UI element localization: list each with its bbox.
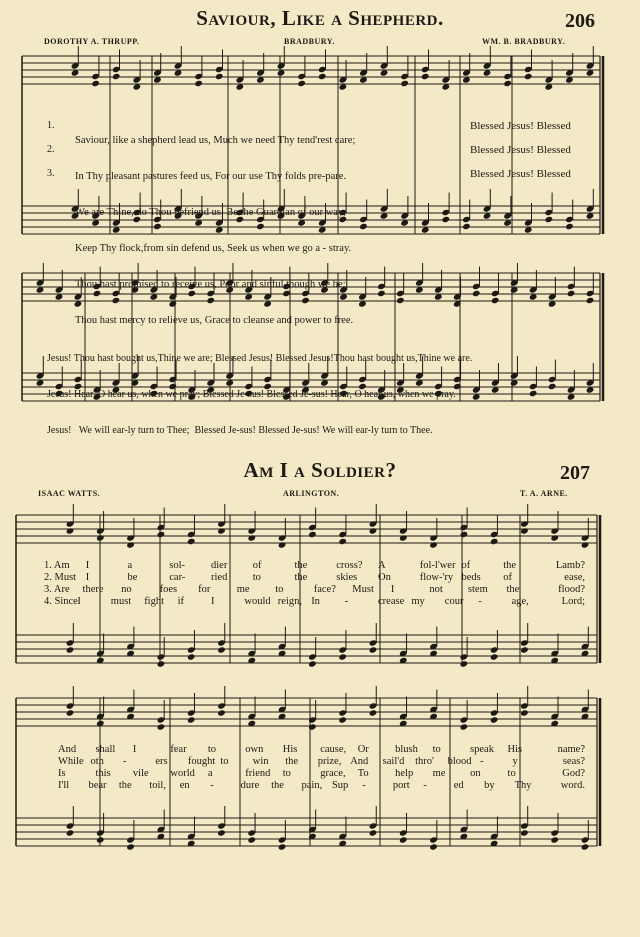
lyric-syllable: 4. Since [44, 596, 78, 607]
lyric-syllable: On [378, 572, 391, 583]
note-head [548, 383, 557, 390]
note-head [520, 829, 529, 836]
note-head [91, 80, 100, 87]
lyric-syllable: y [512, 756, 518, 767]
note-head [247, 534, 256, 541]
lyric-syllable: dier [211, 560, 228, 571]
lyric-syllable: to [432, 744, 441, 755]
note-head [490, 538, 499, 545]
lyric-syllable: While [58, 756, 84, 767]
lyric-syllable: fight [144, 596, 165, 607]
lyric-syllable: the [506, 584, 520, 595]
note-head [550, 534, 559, 541]
note-head [503, 80, 512, 87]
lyric-syllable: the [294, 560, 308, 571]
lyric-syllable: vile [132, 768, 149, 779]
verse-line: Thou hast promised to receive us, Poor and sinful though we be; [75, 279, 346, 290]
note-head [338, 653, 347, 660]
lyric-syllable: grace, [320, 768, 346, 779]
note-head [369, 527, 378, 534]
lyric-syllable: the [503, 560, 517, 571]
lyric-syllable: foes [159, 584, 178, 595]
note-head [297, 80, 306, 87]
lyric-syllable: speak [470, 744, 494, 755]
lyric-syllable: name? [557, 744, 585, 755]
lyric-syllable: I [85, 572, 90, 583]
lyric-syllable: there [82, 584, 104, 595]
verse-line: Keep Thy flock,from sin defend us, Seek us when we go a - stray. [75, 243, 352, 254]
lyric-syllable: skies [336, 572, 358, 583]
note-head [187, 653, 196, 660]
lyric-syllable: Lord; [561, 596, 585, 607]
lyric-syllable: prize, [317, 756, 342, 767]
lyric-syllable: His [282, 744, 298, 755]
lyric-syllable: the [118, 780, 132, 791]
lyric-syllable: toil, [149, 780, 166, 791]
hymn-207-tune: ARLINGTON. [283, 489, 340, 498]
note-head [565, 223, 574, 230]
lyric-syllable: to [275, 584, 284, 595]
hymn-207-lyricist: ISAAC WATTS. [38, 489, 101, 498]
lyric-syllable: port [392, 780, 410, 791]
note-head [338, 538, 347, 545]
verse-number: 2. [47, 144, 55, 155]
note-head [520, 646, 529, 653]
lyric-syllable: must [110, 596, 132, 607]
note-head [460, 531, 469, 538]
hymn-206-number: 206 [565, 10, 595, 32]
note-head [462, 223, 471, 230]
note-head [66, 646, 75, 653]
note-head [490, 716, 499, 723]
lyric-syllable: fol-l'wer [419, 560, 456, 571]
note-head [247, 836, 256, 843]
verse-line: Saviour, like a shepherd lead us, Much we need Thy tend'rest care; [75, 135, 356, 146]
note-head [567, 290, 576, 297]
lyric-syllable: ease, [564, 572, 585, 583]
lyric-syllable: God? [562, 768, 585, 779]
lyric-syllable: - [122, 756, 127, 767]
note-head [308, 531, 317, 538]
note-head [421, 73, 430, 80]
note-head [359, 223, 368, 230]
lyric-syllable: the [294, 572, 308, 583]
lyric-syllable: crease [378, 596, 405, 607]
lyric-syllable: Lamb? [555, 560, 585, 571]
lyric-syllable: sail'd [382, 756, 405, 767]
note-head [377, 290, 386, 297]
note-head [581, 843, 590, 850]
verse-line: In Thy pleasant pastures feed us, For our use Thy folds pre-pare. [75, 171, 347, 182]
refrain-line: Jesus! Hear, O hear us, when we pray; Blessed Je-sus! Blessed Je-sus! Hear, O hear us, when we pray. [47, 389, 456, 400]
lyric-syllable: - [478, 596, 482, 607]
lyric-syllable: ers [155, 756, 168, 767]
hymn-207-title: Am I a Soldier? [243, 458, 397, 482]
lyric-syllable: I'll [58, 780, 70, 791]
lyric-syllable: this [95, 768, 111, 779]
note-head [157, 660, 166, 667]
refrain-line: Jesus! We will ear-ly turn to Thee; Blessed Je-sus! Blessed Je-sus! We will ear-ly turn to Thee. [47, 425, 433, 436]
hymn-207-composer: T. A. ARNE. [520, 489, 568, 498]
note-head [586, 297, 595, 304]
lyric-syllable: sol- [169, 560, 185, 571]
lyric-syllable: - [423, 780, 427, 791]
lyric-syllable: flow-'ry [419, 572, 454, 583]
lyric-syllable: age, [511, 596, 529, 607]
note-head [442, 216, 451, 223]
hymn-206-verses [75, 111, 355, 351]
lyric-syllable: To [357, 768, 369, 779]
lyric-syllable: face? [313, 584, 336, 595]
note-head [215, 73, 224, 80]
lyric-syllable: word. [560, 780, 585, 791]
note-head [490, 653, 499, 660]
lyric-syllable: the [271, 780, 284, 791]
note-head [460, 723, 469, 730]
refrain-start: Blessed Jesus! Blessed [470, 168, 571, 180]
lyric-syllable: flood? [558, 584, 585, 595]
note-head [187, 716, 196, 723]
lyric-syllable: - [344, 596, 349, 607]
note-head [545, 216, 554, 223]
lyric-syllable: a [127, 560, 133, 571]
note-head [66, 829, 75, 836]
lyric-syllable: beds [461, 572, 481, 583]
lyric-syllable: of [252, 560, 262, 571]
lyric-syllable: on [470, 768, 481, 779]
lyric-syllable: the [285, 756, 299, 767]
lyric-syllable: ried [211, 572, 228, 583]
lyric-syllable: I [132, 744, 137, 755]
lyric-syllable: to [252, 572, 261, 583]
note-head [581, 541, 590, 548]
note-head [429, 541, 438, 548]
hymn-206-tune: BRADBURY. [284, 37, 335, 46]
note-head [338, 716, 347, 723]
lyric-syllable: Is [58, 768, 66, 779]
note-head [472, 290, 481, 297]
lyric-syllable: to [282, 768, 291, 779]
note-head [369, 829, 378, 836]
note-head [96, 534, 105, 541]
note-head [400, 80, 409, 87]
note-head [217, 829, 226, 836]
lyric-syllable: no [121, 584, 132, 595]
refrain-start: Blessed Jesus! Blessed [470, 120, 571, 132]
lyric-syllable: And [350, 756, 369, 767]
lyric-syllable: And [58, 744, 77, 755]
lyric-syllable: by [484, 780, 495, 791]
lyric-syllable: bear [88, 780, 107, 791]
lyric-syllable: car- [169, 572, 186, 583]
note-head [520, 527, 529, 534]
note-head [550, 836, 559, 843]
lyric-syllable: In [311, 596, 320, 607]
lyric-syllable: I [211, 596, 215, 607]
lyric-syllable: 3. Are [44, 584, 70, 595]
hymn-206-composer: WM. B. BRADBURY. [482, 37, 566, 46]
lyric-syllable: of [461, 560, 471, 571]
lyric-syllable: 1. Am [44, 560, 70, 571]
verse-line: Thou hast mercy to relieve us, Grace to cleanse and power to free. [75, 315, 354, 326]
lyric-syllable: shall [95, 744, 116, 755]
note-head [520, 709, 529, 716]
hymn-206-title: Saviour, Like a Shepherd. [196, 6, 444, 30]
lyric-syllable: thro' [415, 756, 434, 767]
lyric-syllable: would [244, 596, 271, 607]
note-head [529, 390, 538, 397]
lyric-syllable: own [245, 744, 264, 755]
lyric-syllable: not [429, 584, 443, 595]
lyric-syllable: my [411, 596, 425, 607]
note-head [217, 527, 226, 534]
note-head [217, 646, 226, 653]
lyric-syllable: 2. Must [44, 572, 77, 583]
verse-line: We are Thine, do Thou befriend us, Be the Guardian of our way; [75, 207, 347, 218]
note-head [66, 709, 75, 716]
lyric-syllable: Sup [331, 780, 349, 791]
lyric-syllable: A [378, 560, 386, 571]
lyric-syllable: blood [447, 756, 472, 767]
note-head [126, 843, 135, 850]
verse-number: 3. [47, 168, 55, 179]
note-head [396, 297, 405, 304]
hymn-207-number: 207 [560, 462, 590, 484]
note-head [491, 297, 500, 304]
lyric-syllable: of [503, 572, 512, 583]
lyric-syllable: world [170, 768, 195, 779]
lyric-syllable: cross? [336, 560, 363, 571]
lyric-syllable: dure [240, 780, 260, 791]
lyric-syllable: pain, [301, 780, 323, 791]
lyric-syllable: fear [170, 744, 187, 755]
lyric-syllable: - [210, 780, 214, 791]
note-head [96, 836, 105, 843]
lyric-syllable: Or [357, 744, 369, 755]
note-head [157, 723, 166, 730]
lyric-syllable: Thy [514, 780, 532, 791]
lyric-syllable: blush [395, 744, 418, 755]
note-head [429, 843, 438, 850]
note-head [217, 709, 226, 716]
note-head [369, 709, 378, 716]
lyric-syllable: reign, [277, 596, 302, 607]
lyric-syllable: to [507, 768, 516, 779]
lyric-syllable: be [127, 572, 138, 583]
note-head [308, 723, 317, 730]
lyric-syllable: His [507, 744, 523, 755]
lyric-syllable: cause, [320, 744, 347, 755]
note-head [308, 660, 317, 667]
hymn-206-refrain [47, 329, 472, 461]
lyric-syllable: cour [444, 596, 464, 607]
lyric-syllable: I [77, 596, 81, 607]
lyric-syllable: me [236, 584, 250, 595]
lyric-syllable: help [395, 768, 414, 779]
lyric-syllable: - [362, 780, 366, 791]
lyric-syllable: fought [187, 756, 216, 767]
note-head [524, 73, 533, 80]
lyric-syllable: en [179, 780, 190, 791]
note-head [126, 541, 135, 548]
lyric-syllable: me [432, 768, 446, 779]
note-head [187, 538, 196, 545]
hymn-206-lyricist: DOROTHY A. THRUPP. [44, 37, 140, 46]
lyric-syllable: stem [467, 584, 488, 595]
note-head [157, 531, 166, 538]
lyric-syllable: - [480, 756, 484, 767]
note-head [460, 660, 469, 667]
lyric-syllable: to [220, 756, 229, 767]
lyric-syllable: to [207, 744, 217, 755]
lyric-syllable: oth [90, 756, 104, 767]
lyric-syllable: for [198, 584, 211, 595]
verse-number: 1. [47, 120, 55, 131]
lyric-syllable: a [207, 768, 213, 779]
lyric-syllable: I [390, 584, 395, 595]
note-head [399, 836, 408, 843]
lyric-syllable: ed [453, 780, 464, 791]
note-head [66, 527, 75, 534]
lyric-syllable: seas? [562, 756, 585, 767]
refrain-line: Jesus! Thou hast bought us,Thine we are; Blessed Jesus! Blessed Jesus!Thou hast bought us,Thine we are. [47, 353, 473, 364]
lyric-syllable: I [85, 560, 90, 571]
lyric-syllable: if [177, 596, 185, 607]
note-head [278, 541, 287, 548]
note-head [194, 80, 203, 87]
lyric-syllable: friend [245, 768, 271, 779]
lyric-syllable: Must [352, 584, 374, 595]
lyric-syllable: win [252, 756, 269, 767]
refrain-start: Blessed Jesus! Blessed [470, 144, 571, 156]
note-head [369, 646, 378, 653]
note-head [318, 73, 327, 80]
note-head [278, 843, 287, 850]
note-head [112, 73, 121, 80]
note-head [399, 534, 408, 541]
